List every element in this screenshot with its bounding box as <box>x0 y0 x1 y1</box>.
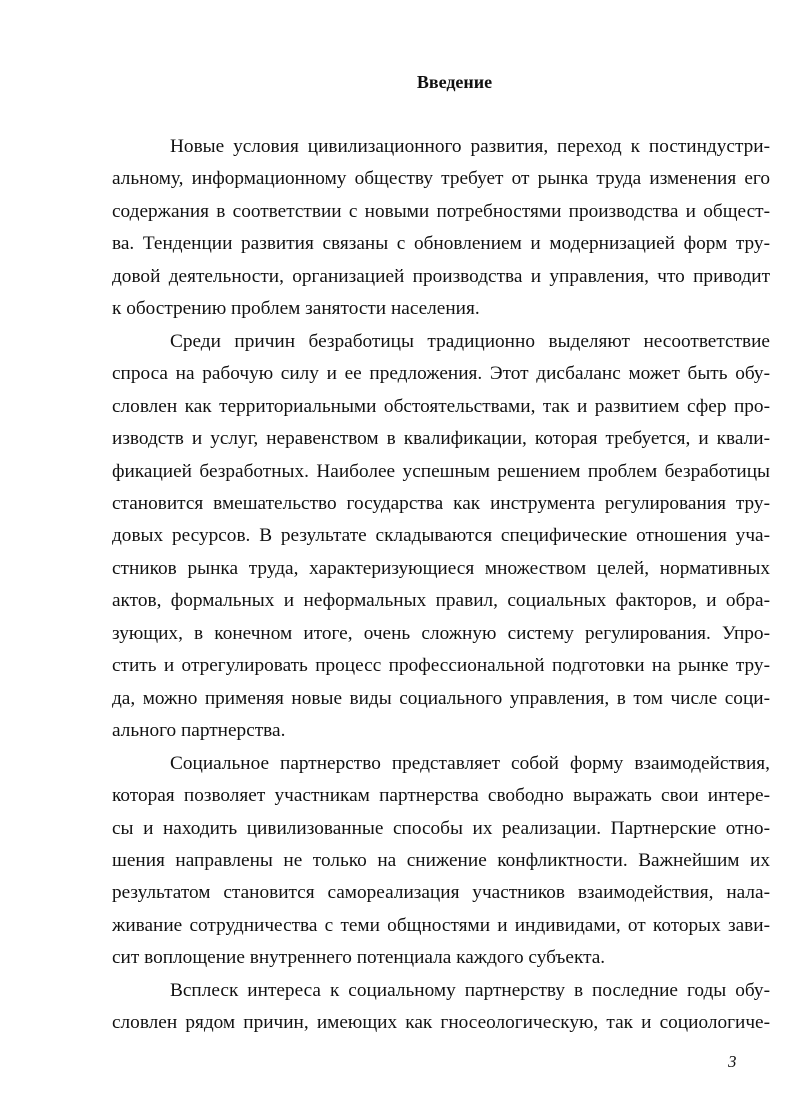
text-line: сит воплощение внутреннего потенциала каждого субъекта. <box>112 947 606 969</box>
text-line: Среди причин безработицы традиционно выделяют несоответствие <box>170 330 770 352</box>
text-line: к обострению проблем занятости населения. <box>112 298 480 320</box>
text-line: изводств и услуг, неравенством в квалификации, которая требуется, и квали- <box>112 428 770 450</box>
text-line: зующих, в конечном итоге, очень сложную систему регулирования. Упро- <box>112 622 770 644</box>
paragraph <box>112 326 770 748</box>
paragraph <box>112 975 770 1040</box>
text-line: стников рынка труда, характеризующиеся множеством целей, нормативных <box>112 557 770 579</box>
text-line: содержания в соответствии с новыми потребностями производства и общест- <box>112 200 770 222</box>
text-line: живание сотрудничества с теми общностями и индивидами, от которых зави- <box>112 914 770 936</box>
text-line: да, можно применяя новые виды социального управления, в том числе соци- <box>112 687 770 709</box>
text-line: актов, формальных и неформальных правил, социальных факторов, и обра- <box>112 590 770 612</box>
text-line: ального партнерства. <box>112 720 286 742</box>
text-line: альному, информационному обществу требует от рынка труда изменения его <box>112 168 770 190</box>
text-line: спроса на рабочую силу и ее предложения. Этот дисбаланс может быть обу- <box>112 363 770 385</box>
text-line: Новые условия цивилизационного развития, переход к постиндустри- <box>170 136 770 157</box>
text-line: Социальное партнерство представляет собой форму взаимодействия, <box>170 752 770 774</box>
text-line: которая позволяет участникам партнерства свободно выражать свои интере- <box>112 785 770 807</box>
text-line: довой деятельности, организацией производства и управления, что приводит <box>112 265 770 287</box>
paragraph <box>112 748 770 975</box>
paragraph <box>112 131 770 326</box>
text-line: результатом становится самореализация участников взаимодействия, нала- <box>112 882 770 904</box>
text-line: стить и отрегулировать процесс профессиональной подготовки на рынке тру- <box>112 655 770 677</box>
page-number: 3 <box>728 1052 737 1071</box>
text-line: словлен как территориальными обстоятельствами, так и развитием сфер про- <box>112 395 770 417</box>
text-line: сы и находить цивилизованные способы их реализации. Партнерские отно- <box>112 817 770 839</box>
text-line: становится вмешательство государства как инструмента регулирования тру- <box>112 492 770 514</box>
text-line: шения направлены не только на снижение конфликтности. Важнейшим их <box>112 849 770 871</box>
text-line: ва. Тенденции развития связаны с обновлением и модернизацией форм тру- <box>112 233 770 255</box>
page-title: Введение <box>416 72 493 92</box>
document-body <box>112 131 770 1040</box>
text-line: довых ресурсов. В результате складываются специфические отношения уча- <box>112 525 770 547</box>
text-line: фикацией безработных. Наиболее успешным решением проблем безработицы <box>112 460 770 482</box>
text-line: словлен рядом причин, имеющих как гносеологическую, так и социологиче- <box>112 1012 770 1034</box>
text-line: Всплеск интереса к социальному партнерству в последние годы обу- <box>170 979 770 1001</box>
